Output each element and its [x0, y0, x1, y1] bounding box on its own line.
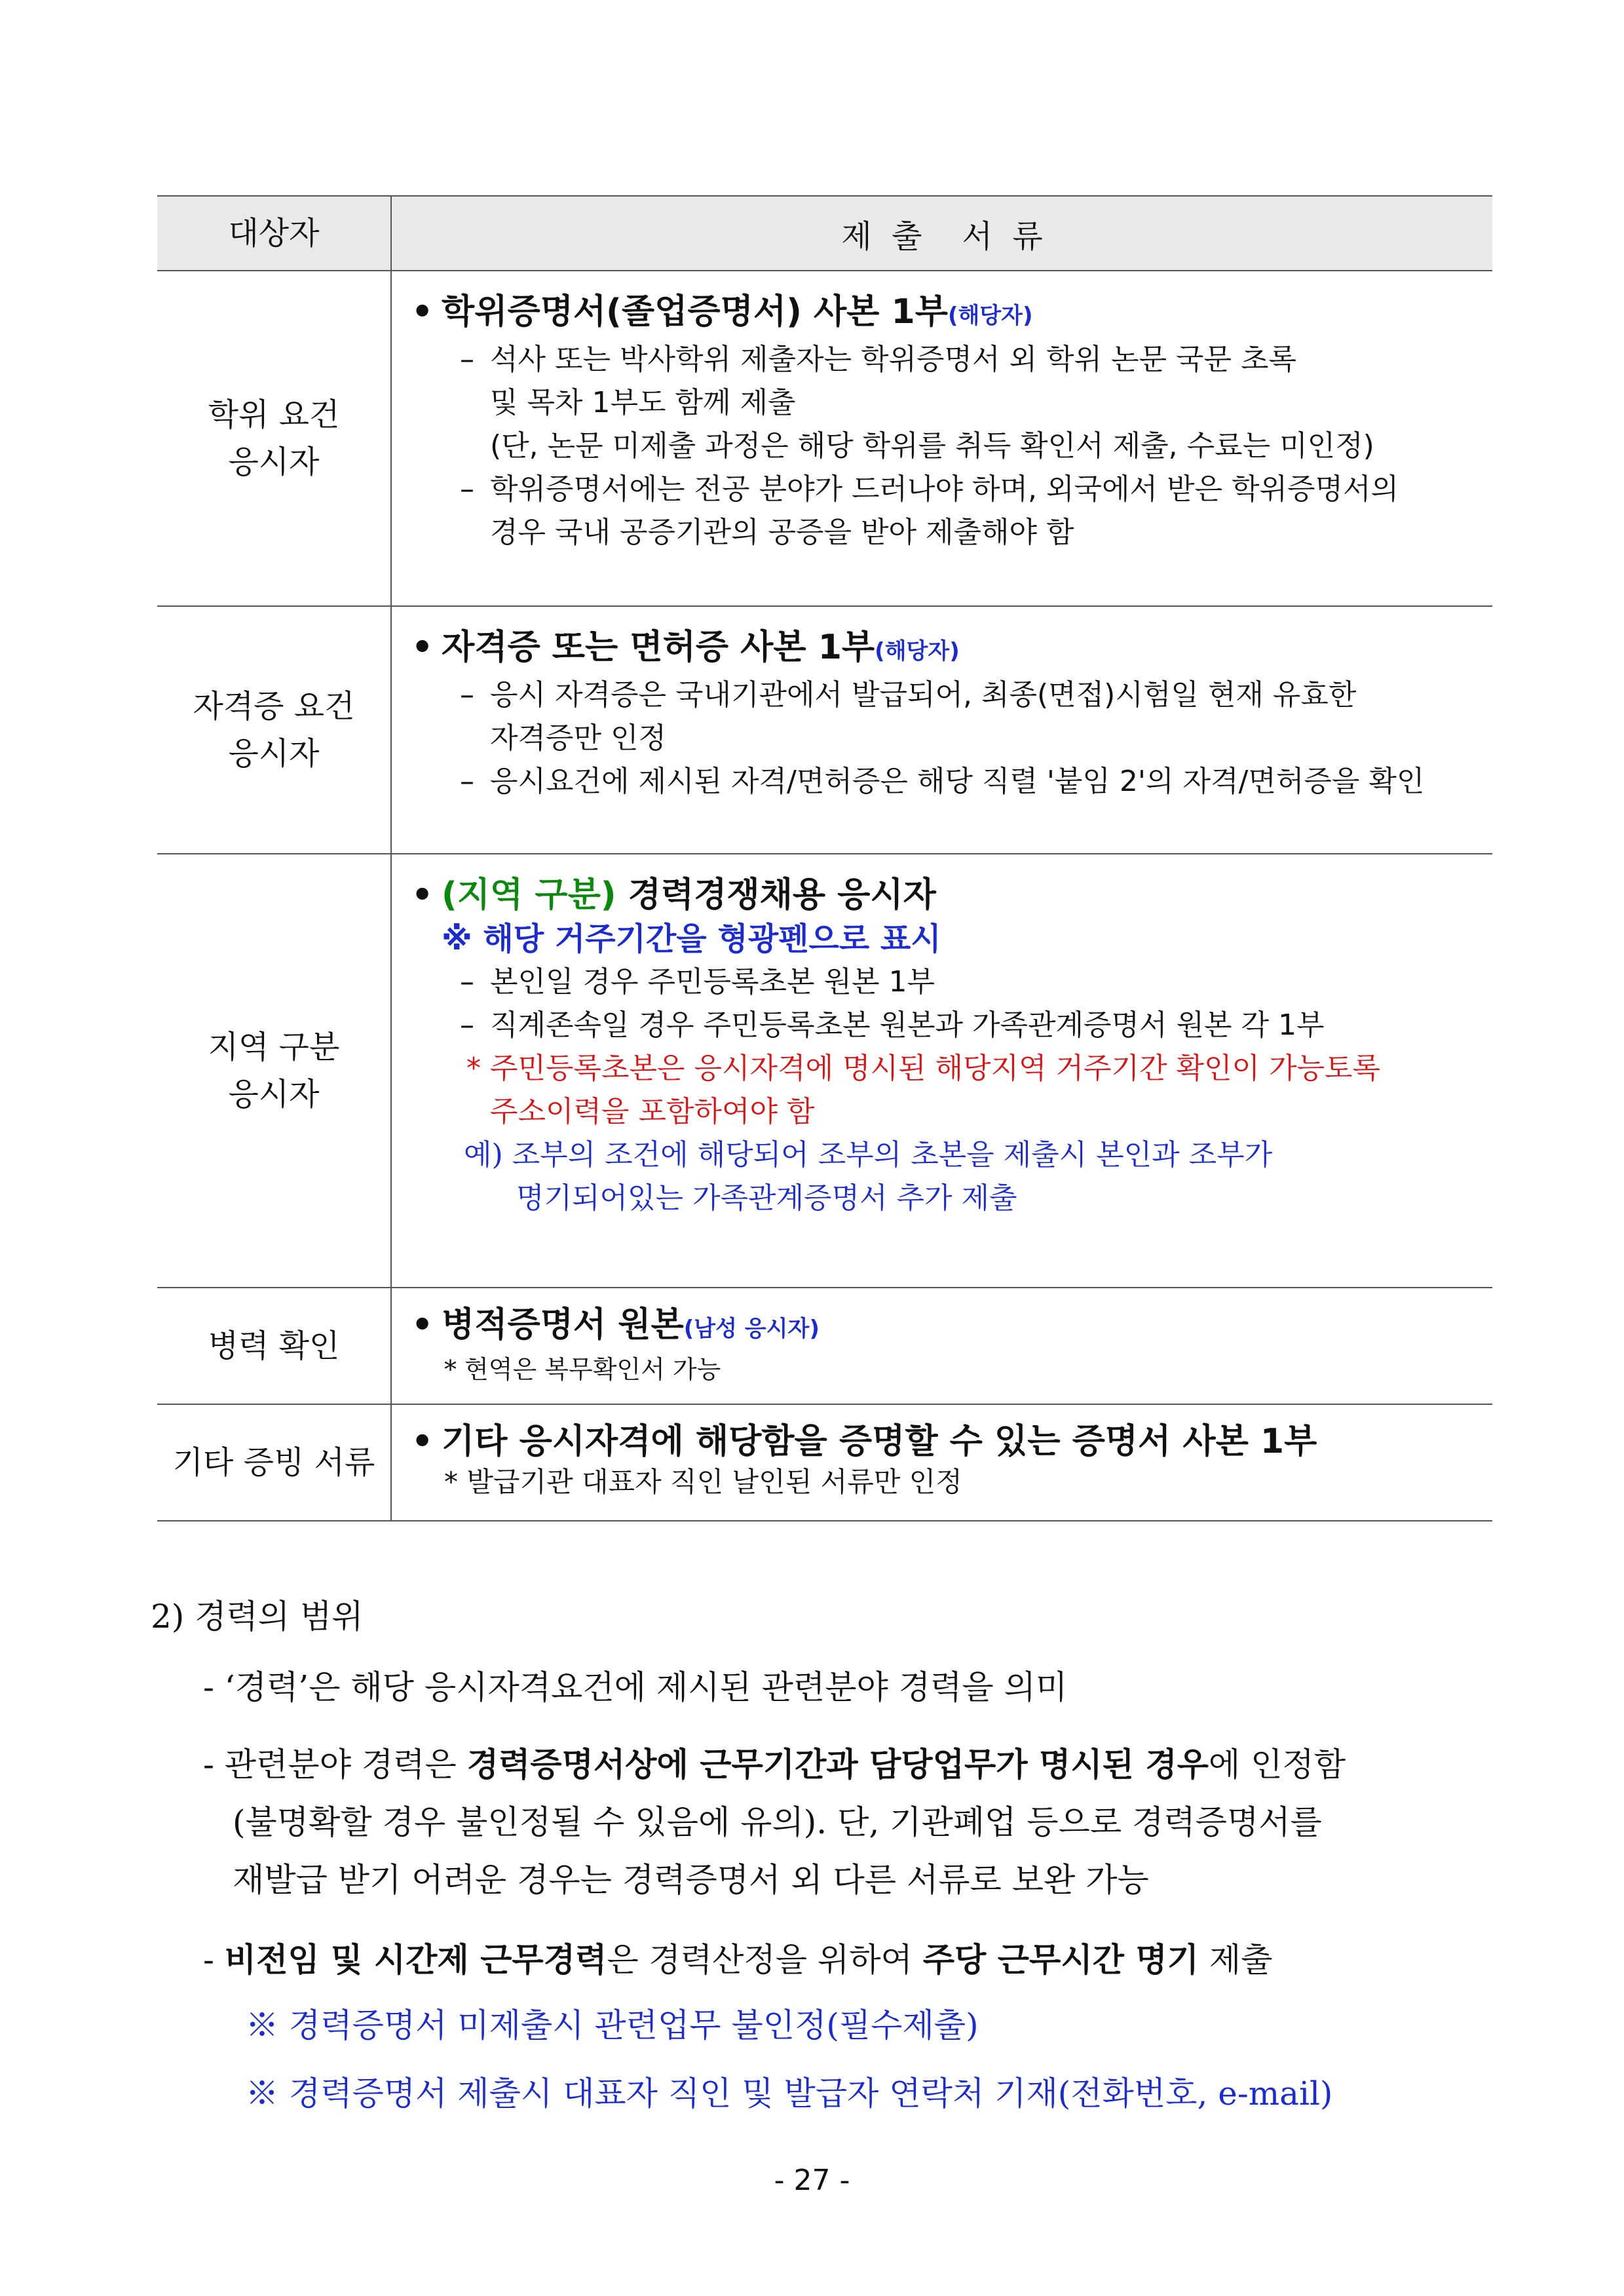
row-documents: [391, 1288, 1492, 1404]
table-row: [157, 1404, 1492, 1521]
paragraph-bold: 주당 근무시간 명기: [922, 1940, 1199, 1979]
row-target-military: [157, 1288, 391, 1404]
required-note: ※ 경력증명서 미제출시 관련업무 불인정(필수제출): [246, 2006, 979, 2044]
detail-text: 석사 또는 박사학위 제출자는 학위증명서 외 학위 논문 국문 초록: [490, 343, 1296, 376]
detail-text: 및 목차 1부도 함께 제출: [490, 386, 796, 419]
section-title: 2) 경력의 범위: [151, 1598, 364, 1636]
table-header-row: [157, 196, 1492, 271]
doc-tag: (남성 응시자): [683, 1316, 820, 1342]
detail-text: (단, 논문 미제출 과정은 해당 학위를 취득 확인서 제출, 수료는 미인정): [490, 429, 1374, 463]
example-text: 명기되어있는 가족관계증명서 추가 제출: [516, 1181, 1017, 1215]
page-number: - 27 -: [774, 2164, 850, 2197]
row-target-region: [157, 854, 391, 1288]
doc-detail: – 본인일 경우 주민등록초본 원본 1부: [460, 965, 935, 999]
paragraph-text: -: [203, 1941, 225, 1979]
section-paragraph: [203, 1937, 1494, 1983]
warning-text: 주소이력을 포함하여야 함: [490, 1095, 815, 1128]
target-label: 기타 증빙 서류: [172, 1444, 375, 1481]
detail-text: 본인일 경우 주민등록초본 원본 1부: [490, 965, 935, 999]
table-row: [157, 606, 1492, 854]
table-row: [157, 1288, 1492, 1404]
row-target-other: [157, 1404, 391, 1521]
target-label: 자격증 요건: [193, 688, 355, 725]
row-documents: [391, 854, 1492, 1288]
doc-title: 자격증 또는 면허증 사본 1부: [442, 628, 875, 667]
paragraph-bold: 경력증명서상에 근무기간과 담당업무가 명시된 경우: [466, 1745, 1209, 1784]
paragraph-bold: 비전임 및 시간제 근무경력: [224, 1940, 607, 1979]
doc-bullet: • 병적증명서 원본(남성 응시자): [411, 1305, 820, 1345]
highlight-note: ※ 해당 거주기간을 형광펜으로 표시: [442, 921, 941, 957]
doc-detail: – 학위증명서에는 전공 분야가 드러나야 하며, 외국에서 받은 학위증명서의: [460, 472, 1399, 506]
header-documents: 제 출 서 류: [391, 196, 1492, 271]
row-documents: [391, 606, 1492, 854]
submission-documents-table: [157, 195, 1492, 1521]
detail-text: 직계존속일 경우 주민등록초본 원본과 가족관계증명서 원본 각 1부: [490, 1008, 1325, 1042]
section-paragraph: [203, 1742, 1494, 1788]
detail-text: 응시요건에 제시된 자격/면허증은 해당 직렬 '붙임 2'의 자격/면허증을 확인: [490, 765, 1425, 798]
doc-detail: – 석사 또는 박사학위 제출자는 학위증명서 외 학위 논문 국문 초록: [460, 343, 1296, 376]
row-target-degree: [157, 271, 391, 606]
required-note: ※ 경력증명서 제출시 대표자 직인 및 발급자 연락처 기재(전화번호, e-mail): [246, 2075, 1333, 2113]
row-target-license: [157, 606, 391, 854]
doc-detail: – 응시요건에 제시된 자격/면허증은 해당 직렬 '붙임 2'의 자격/면허증을 확인: [460, 765, 1425, 798]
table-row: [157, 854, 1492, 1288]
detail-text: 경우 국내 공증기관의 공증을 받아 제출해야 함: [490, 516, 1074, 549]
row-documents: [391, 1404, 1492, 1521]
paragraph-text: 은 경력산정을 위하여: [607, 1941, 923, 1979]
detail-text: 자격증만 인정: [490, 721, 667, 755]
target-label: 지역 구분: [208, 1029, 340, 1065]
target-label: 응시자: [228, 444, 320, 480]
table-row: [157, 271, 1492, 606]
target-label: 응시자: [228, 735, 320, 772]
doc-title: 경력경쟁채용 응시자: [628, 875, 936, 915]
doc-tag: (해당자): [947, 303, 1033, 329]
detail-text: 응시 자격증은 국내기관에서 발급되어, 최종(면접)시험일 현재 유효한: [490, 678, 1357, 712]
doc-bullet: • (지역 구분) 경력경쟁채용 응시자: [411, 875, 936, 915]
target-label: 병력 확인: [208, 1328, 340, 1364]
doc-tag: (해당자): [875, 638, 960, 664]
example-text: 예) 조부의 조건에 해당되어 조부의 초본을 제출시 본인과 조부가: [464, 1138, 1273, 1172]
detail-text: 학위증명서에는 전공 분야가 드러나야 하며, 외국에서 받은 학위증명서의: [490, 472, 1399, 506]
doc-bullet: • 학위증명서(졸업증명서) 사본 1부(해당자): [411, 292, 1033, 332]
doc-detail: – 직계존속일 경우 주민등록초본 원본과 가족관계증명서 원본 각 1부: [460, 1008, 1325, 1042]
section-paragraph: - ‘경력’은 해당 응시자격요건에 제시된 관련분야 경력을 의미: [203, 1668, 1068, 1706]
row-documents: [391, 271, 1492, 606]
paragraph-text: - 관련분야 경력은: [203, 1746, 467, 1784]
region-tag: (지역 구분): [442, 875, 616, 915]
doc-detail: – 응시 자격증은 국내기관에서 발급되어, 최종(면접)시험일 현재 유효한: [460, 678, 1357, 712]
doc-title: 병적증명서 원본: [442, 1305, 684, 1345]
warning-text: * 주민등록초본은 응시자격에 명시된 해당지역 거주기간 확인이 가능토록: [466, 1052, 1381, 1085]
paragraph-text: 에 인정함: [1208, 1746, 1346, 1784]
doc-bullet: • 기타 응시자격에 해당함을 증명할 수 있는 증명서 사본 1부: [411, 1422, 1317, 1461]
doc-title: 기타 응시자격에 해당함을 증명할 수 있는 증명서 사본 1부: [442, 1422, 1317, 1461]
section-paragraph: (불명확할 경우 불인정될 수 있음에 유의). 단, 기관폐업 등으로 경력증명서를: [233, 1803, 1322, 1841]
paragraph-text: 제출: [1198, 1941, 1273, 1979]
header-target: 대상자: [157, 196, 391, 271]
target-label: 응시자: [228, 1076, 320, 1113]
doc-title: 학위증명서(졸업증명서) 사본 1부: [442, 292, 948, 332]
footnote-text: * 발급기관 대표자 직인 날인된 서류만 인정: [444, 1466, 962, 1498]
target-label: 학위 요건: [208, 396, 340, 433]
section-paragraph: 재발급 받기 어려운 경우는 경력증명서 외 다른 서류로 보완 가능: [233, 1861, 1149, 1899]
doc-bullet: • 자격증 또는 면허증 사본 1부(해당자): [411, 628, 960, 667]
footnote-text: * 현역은 복무확인서 가능: [444, 1355, 721, 1384]
